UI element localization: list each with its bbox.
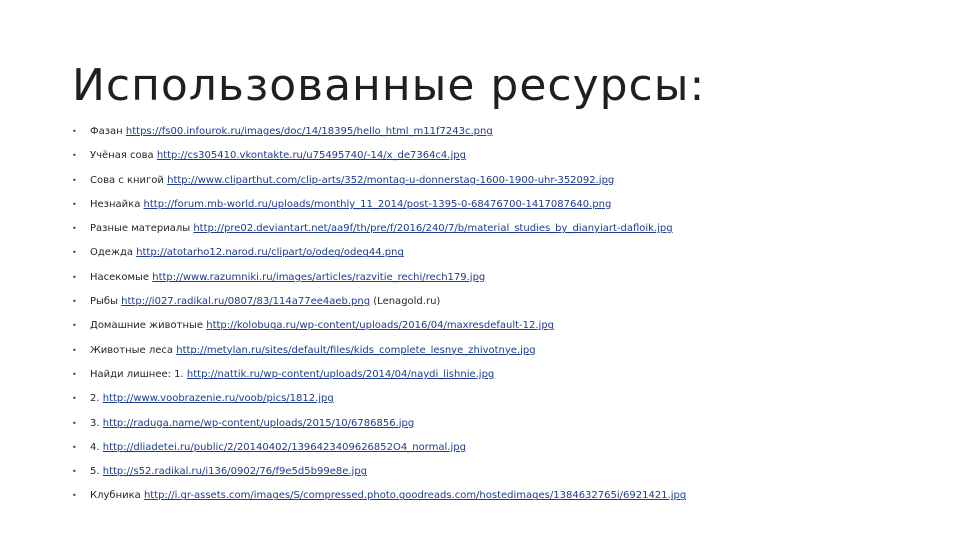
resource-label: Найди лишнее: 1. [90,368,187,380]
bullet-icon: • [72,151,77,161]
resource-item [72,391,932,415]
resource-link[interactable]: http://www.razumniki.ru/images/articles/razvitie_rechi/rech179.jpg [152,271,486,283]
resource-link[interactable]: https://fs00.infourok.ru/images/doc/14/18395/hello_html_m11f7243c.png [125,126,493,137]
resource-label: 3. [90,417,103,429]
resource-item [72,440,932,464]
resource-label: Рыбы [90,296,122,308]
resource-label: Домашние животные [90,320,207,332]
resource-link[interactable]: http://metylan.ru/sites/default/files/kids_complete_lesnye_zhivotnye.jpg [176,344,536,356]
resource-item [72,148,932,172]
resource-label: Клубника [90,490,144,502]
resource-link[interactable]: http://i.gr-assets.com/images/S/compressed.photo.goodreads.com/hostedimages/1384632765i/6921421.jpg [143,490,687,502]
resource-label: 5. [90,466,103,478]
resource-item [72,173,932,197]
resource-label: Разные материалы [90,223,194,235]
bullet-icon: • [72,272,77,282]
bullet-icon: • [72,127,77,136]
bullet-icon: • [72,418,77,428]
bullet-icon: • [72,248,77,258]
bullet-icon: • [72,199,77,209]
resource-item [72,318,932,342]
bullet-icon: • [72,442,77,452]
bullet-icon: • [72,369,77,379]
resource-link[interactable]: http://www.voobrazenie.ru/voob/pics/1812.jpg [102,393,334,405]
resource-link[interactable]: http://nattik.ru/wp-content/uploads/2014/04/naydi_lishnie.jpg [186,368,495,380]
resource-label: Животные леса [90,344,177,356]
resource-link[interactable]: http://s52.radikal.ru/i136/0902/76/f9e5d5b99e8e.jpg [102,466,368,478]
resource-link[interactable]: http://kolobuga.ru/wp-content/uploads/2016/04/maxresdefault-12.jpg [206,320,555,332]
bullet-icon: • [72,467,77,477]
resource-item [72,464,932,488]
resource-link[interactable]: http://dliadetei.ru/public/2/20140402/1396423409626852O4_normal.jpg [102,441,466,453]
resource-link[interactable]: http://forum.mb-world.ru/uploads/monthly_11_2014/post-1395-0-68476700-1417087640.png [143,198,612,210]
resource-link[interactable]: http://www.cliparthut.com/clip-arts/352/montag-u-donnerstag-1600-1900-uhr-352092.jpg [167,174,615,186]
bullet-icon: • [72,345,77,355]
bullet-icon: • [72,394,77,404]
bullet-icon: • [72,321,77,331]
resource-label: Учёная сова [90,150,157,162]
resource-link[interactable]: http://raduga.name/wp-content/uploads/2015/10/6786856.jpg [102,417,415,429]
resource-item [72,294,932,318]
resource-label: Насекомые [90,271,153,283]
resource-suffix: (Lenagold.ru) [370,296,441,308]
resource-item [72,270,932,294]
resource-link[interactable]: http://i027.radikal.ru/0807/83/114a77ee4aeb.png [121,296,371,308]
resource-item [72,221,932,245]
resource-label: Одежда [90,247,137,259]
resource-item [72,197,932,221]
bullet-icon: • [72,491,77,501]
resource-item [72,124,932,148]
resource-item [72,416,932,440]
resource-label: 4. [90,441,103,453]
slide-title: Использованные ресурсы: [72,60,706,111]
bullet-icon: • [72,297,77,307]
resource-label: Незнайка [90,198,144,210]
resource-link[interactable]: http://pre02.deviantart.net/aa9f/th/pre/f/2016/240/7/b/material_studies_by_dianyiart-dafloik.jpg [193,223,673,235]
resource-item [72,488,932,512]
resource-item [72,343,932,367]
resource-link[interactable]: http://atotarho12.narod.ru/clipart/o/odeg/odeg44.png [136,247,404,259]
resource-label: Сова с книгой [90,174,168,186]
bullet-icon: • [72,224,77,234]
resource-link[interactable]: http://cs305410.vkontakte.ru/u75495740/-14/x_de7364c4.jpg [156,150,466,162]
bullet-icon: • [72,175,77,185]
resource-label: Фазан [90,126,126,137]
resource-item [72,367,932,391]
resource-item [72,245,932,269]
resource-label: 2. [90,393,103,405]
resources-list [72,124,932,513]
